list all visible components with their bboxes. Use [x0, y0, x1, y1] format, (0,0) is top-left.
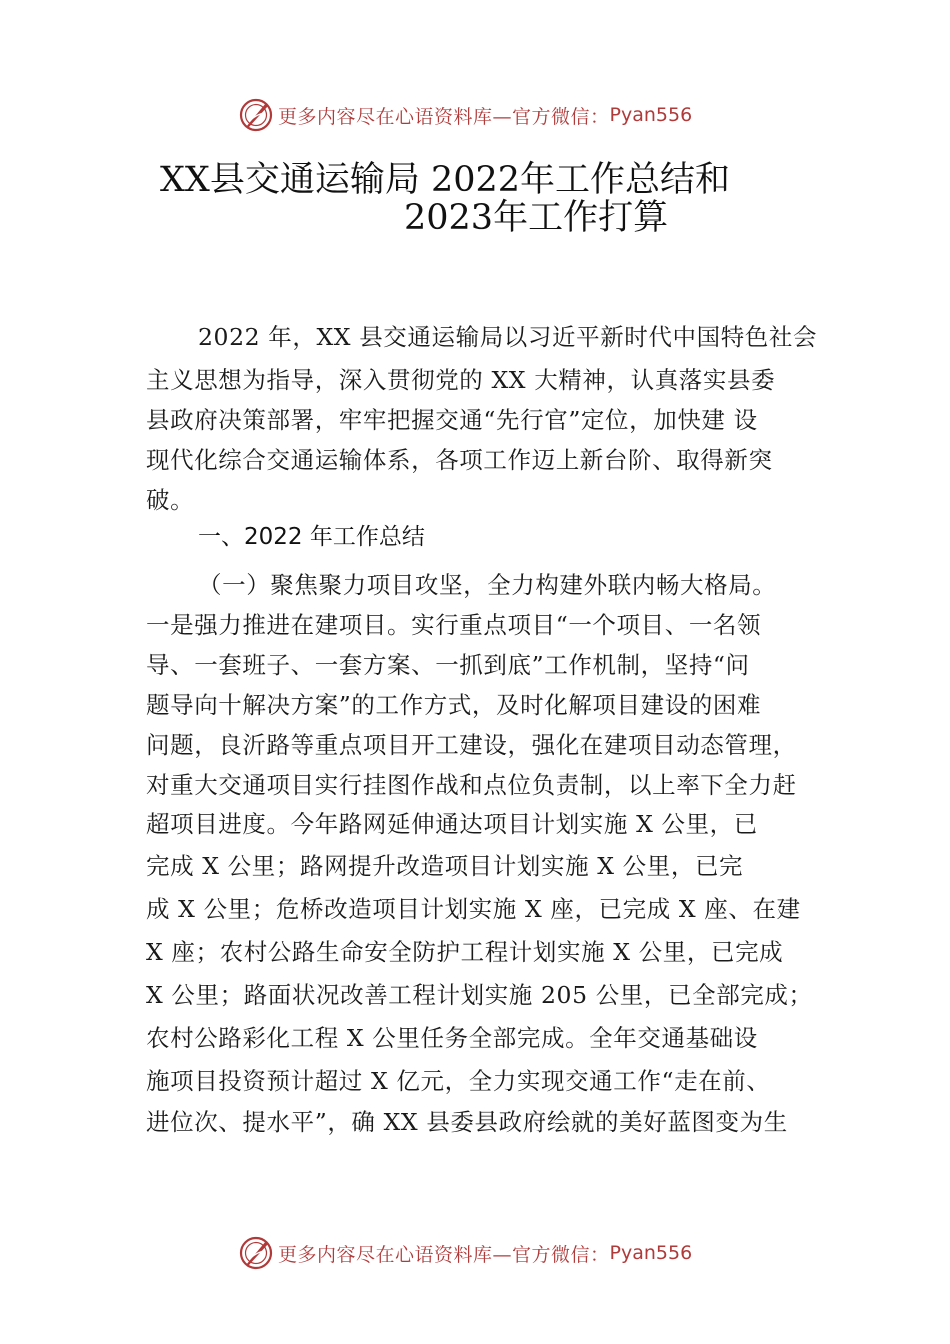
- quill-logo-icon: [238, 1235, 274, 1271]
- intro-line: 破。: [146, 486, 195, 514]
- section-heading: 一、2022 年工作总结: [198, 524, 425, 550]
- watermark-wechat-id: Pyan556: [609, 104, 693, 126]
- body-line: 问题，良沂路等重点项目开工建设，强化在建项目动态管理，: [146, 731, 797, 759]
- watermark-wechat-id: Pyan556: [609, 1242, 693, 1264]
- intro-line: 2022 年，XX 县交通运输局以习近平新时代中国特色社会: [198, 323, 818, 351]
- body-line: 题导向十解决方案”的工作方式，及时化解项目建设的困难: [146, 691, 762, 719]
- body-line: 成 X 公里；危桥改造项目计划实施 X 座，已完成 X 座、在建: [146, 895, 801, 923]
- body-line: 施项目投资预计超过 X 亿元，全力实现交通工作“走在前、: [146, 1067, 771, 1095]
- intro-line: 现代化综合交通运输体系，各项工作迈上新台阶、取得新突: [146, 446, 773, 474]
- body-line: 农村公路彩化工程 X 公里任务全部完成。全年交通基础设: [146, 1024, 758, 1052]
- body-line: （一）聚焦聚力项目攻坚，全力构建外联内畅大格局。: [198, 571, 777, 599]
- intro-line: 县政府决策部署，牢牢把握交通“先行官”定位，加快建 设: [146, 406, 758, 434]
- body-line: 一是强力推进在建项目。实行重点项目“一个项目、一名领: [146, 611, 762, 639]
- document-title-line-1: XX县交通运输局 2022年工作总结和: [160, 160, 731, 200]
- document-title-line-2: 2023年工作打算: [404, 198, 669, 238]
- body-line: 超项目进度。今年路网延伸通达项目计划实施 X 公里，已: [146, 810, 758, 838]
- quill-logo-icon: [238, 97, 274, 133]
- watermark-banner-top: [238, 95, 758, 135]
- body-line: 对重大交通项目实行挂图作战和点位负责制，以上率下全力赶: [146, 771, 797, 799]
- body-line: 完成 X 公里；路网提升改造项目计划实施 X 公里，已完: [146, 852, 744, 880]
- watermark-text: 更多内容尽在心语资料库—官方微信：: [278, 1243, 610, 1266]
- body-line: 导、一套班子、一套方案、一抓到底”工作机制，坚持“问: [146, 651, 750, 679]
- body-line: X 座；农村公路生命安全防护工程计划实施 X 公里，已完成: [146, 938, 784, 966]
- watermark-banner-bottom: [238, 1233, 758, 1273]
- intro-line: 主义思想为指导，深入贯彻党的 XX 大精神，认真落实县委: [146, 366, 776, 394]
- body-line: X 公里；路面状况改善工程计划实施 205 公里，已全部完成；: [146, 981, 813, 1009]
- watermark-text: 更多内容尽在心语资料库—官方微信：: [278, 105, 610, 128]
- body-line: 进位次、提水平”，确 XX 县委县政府绘就的美好蓝图变为生: [146, 1108, 788, 1136]
